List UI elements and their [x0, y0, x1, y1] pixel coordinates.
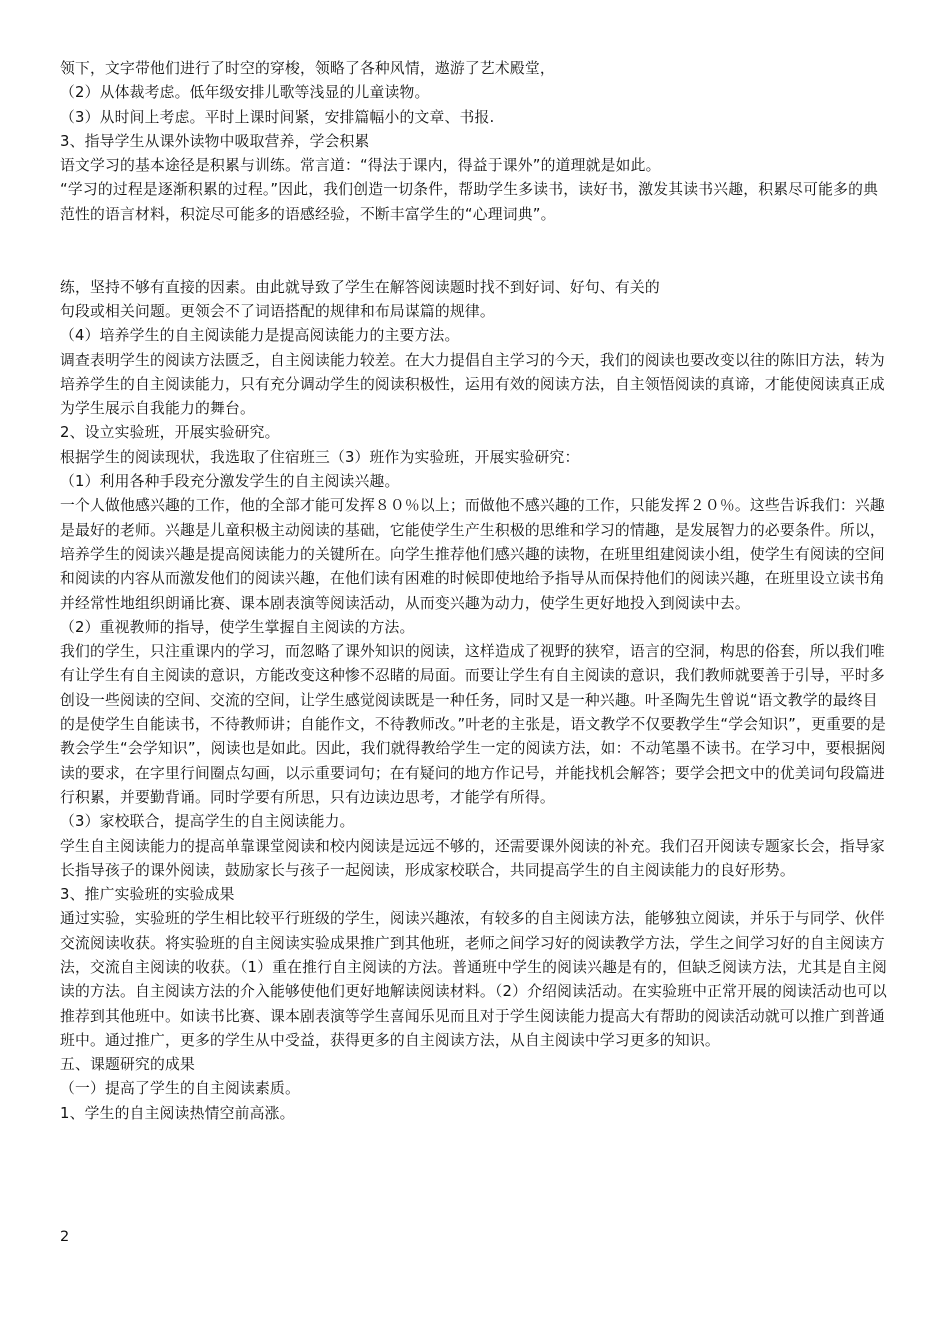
paragraph: 通过实验，实验班的学生相比较平行班级的学生，阅读兴趣浓，有较多的自主阅读方法，能够独立阅读，并乐于与同学、伙伴交流阅读收获。将实验班的自主阅读实验成果推广到其他班，老师之间学习好的阅读教学方法，学生之间学习好的自主阅读方法，交流自主阅读的收获。（1）重在推行自主阅读的方法。普通班中学生的阅读兴趣是有的，但缺乏阅读方法，尤其是自主阅读的方法。自主阅读方法的介入能够使他们更好地解读阅读材料。（2）介绍阅读活动。在实验班中正常开展的阅读活动也可以推荐到其他班中。如读书比赛、课本剧表演等学生喜闻乐见而且对于学生阅读能力提高大有帮助的阅读活动就可以推广到普通班中。通过推广，更多的学生从中受益，获得更多的自主阅读方法，从自主阅读中学习更多的知识。	[60, 910, 888, 1049]
paragraph: 学生自主阅读能力的提高单靠课堂阅读和校内阅读是远远不够的，还需要课外阅读的补充。我们召开阅读专题家长会，指导家长指导孩子的课外阅读，鼓励家长与孩子一起阅读，形成家校联合，共同提高学生的自主阅读能力的良好形势。	[60, 837, 885, 879]
paragraph: 调查表明学生的阅读方法匮乏，自主阅读能力较差。在大力提倡自主学习的今天，我们的阅读也要改变以往的陈旧方法，转为培养学生的自主阅读能力，只有充分调动学生的阅读积极性，运用有效的阅读方法，自主领悟阅读的真谛，才能使阅读真正成为学生展示自我能力的舞台。	[60, 351, 885, 418]
blank-line	[60, 227, 892, 251]
paragraph: 一个人做他感兴趣的工作，他的全部才能可发挥８０％以上；而做他不感兴趣的工作，只能发挥２０％。这些告诉我们：兴趣是最好的老师。兴趣是儿童积极主动阅读的基础，它能使学生产生积极的思维和学习的情趣，是发展智力的必要条件。所以，培养学生的阅读兴趣是提高阅读能力的关键所在。向学生推荐他们感兴趣的读物，在班里组建阅读小组，使学生有阅读的空间和阅读的内容从而激发他们的阅读兴趣，在他们读有困难的时候即使地给予指导从而保持他们的阅读兴趣，在班里设立读书角并经常性地组织朗诵比赛、课本剧表演等阅读活动，从而变兴趣为动力，使学生更好地投入到阅读中去。	[60, 497, 885, 612]
subheading: （4）培养学生的自主阅读能力是提高阅读能力的主要方法。	[60, 327, 460, 345]
paragraph: 句段或相关问题。更领会不了词语搭配的规律和布局谋篇的规律。	[60, 302, 495, 320]
page-number: 2	[60, 1229, 70, 1245]
subheading: （1）利用各种手段充分激发学生的自主阅读兴趣。	[60, 473, 400, 491]
paragraph: 语文学习的基本途径是积累与训练。常言道：“得法于课内，得益于课外”的道理就是如此。	[60, 157, 661, 175]
section-heading: 2、设立实验班，开展实验研究。	[60, 424, 280, 442]
subheading: （2）重视教师的指导，使学生掌握自主阅读的方法。	[60, 618, 415, 636]
blank-line	[60, 251, 892, 275]
paragraph: （2）从体裁考虑。低年级安排儿歌等浅显的儿童读物。	[60, 84, 430, 102]
section-heading: 五、课题研究的成果	[60, 1056, 195, 1074]
paragraph: 我们的学生，只注重课内的学习，而忽略了课外知识的阅读，这样造成了视野的狭窄，语言的空洞，构思的俗套，所以我们唯有让学生有自主阅读的意识，方能改变这种惨不忍睹的局面。而要让学生有自主阅读的意识，我们教师就要善于引导，平时多创设一些阅读的空间、交流的空间，让学生感觉阅读既是一种任务，同时又是一种兴趣。叶圣陶先生曾说“语文教学的最终目的是使学生自能读书，不待教师讲；自能作文，不待教师改。”叶老的主张是，语文教学不仅要教学生“学会知识”，更重要的是教会学生“会学知识”，阅读也是如此。因此，我们就得教给学生一定的阅读方法，如：不动笔墨不读书。在学习中，要根据阅读的要求，在字里行间圈点勾画，以示重要词句；在有疑问的地方作记号，并能找机会解答；要学会把文中的优美词句段篇进行积累，并要勤背诵。同时学要有所思，只有边读边思考，才能学有所得。	[60, 643, 887, 806]
paragraph: 1、学生的自主阅读热情空前高涨。	[60, 1104, 295, 1122]
paragraph: 根据学生的阅读现状，我选取了住宿班三（3）班作为实验班，开展实验研究：	[60, 448, 580, 466]
paragraph: （3）从时间上考虑。平时上课时间紧，安排篇幅小的文章、书报.	[60, 108, 495, 126]
section-heading: 3、指导学生从课外读物中吸取营养，学会积累	[60, 132, 370, 150]
paragraph: 练，坚持不够有直接的因素。由此就导致了学生在解答阅读题时找不到好词、好句、有关的	[60, 278, 660, 296]
subheading: （一）提高了学生的自主阅读素质。	[60, 1080, 300, 1098]
paragraph: 领下，文字带他们进行了时空的穿梭，领略了各种风情，遨游了艺术殿堂，	[60, 60, 555, 77]
paragraph: “学习的过程是逐渐积累的过程。”因此，我们创造一切条件，帮助学生多读书，读好书，激发其读书兴趣，积累尽可能多的典范性的语言材料，积淀尽可能多的语感经验，不断丰富学生的“心理词典”。	[60, 181, 879, 223]
document-body	[60, 57, 892, 1126]
section-heading: 3、推广实验班的实验成果	[60, 886, 235, 904]
subheading: （3）家校联合，提高学生的自主阅读能力。	[60, 813, 355, 831]
